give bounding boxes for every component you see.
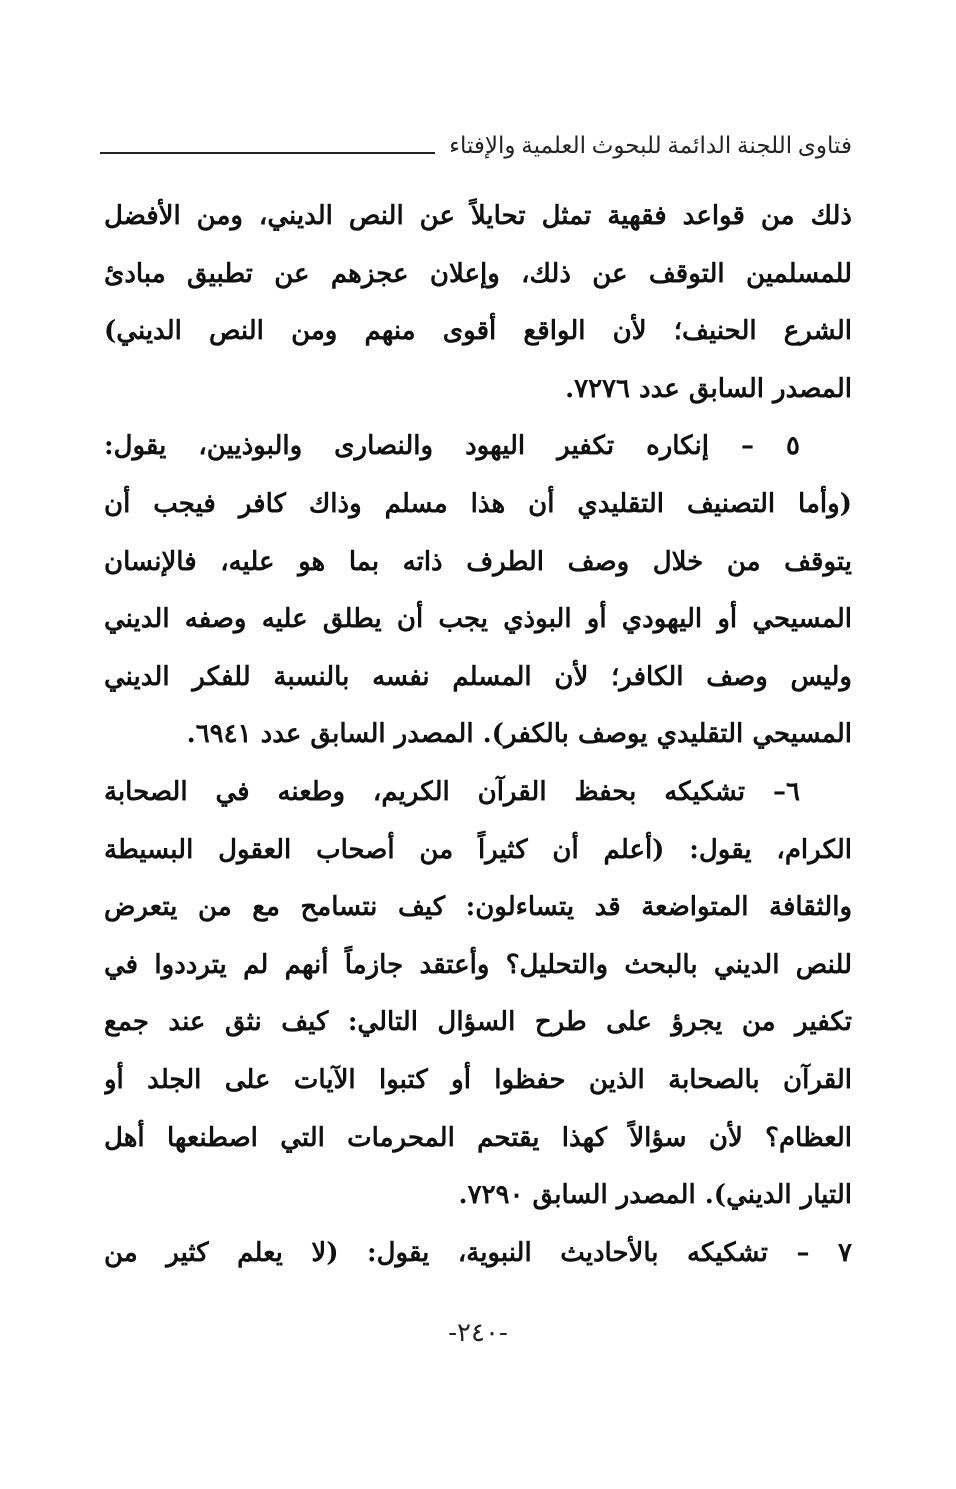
- text-line: ٥ – إنكاره تكفير اليهود والنصارى والبوذيين، يقول:: [104, 431, 800, 462]
- text-line: الشرع الحنيف؛ لأن الواقع أقوى منهم ومن النص الديني): [104, 316, 852, 347]
- text-line: التيار الديني). المصدر السابق ٧٢٩٠.: [458, 1180, 852, 1211]
- text-line: والثقافة المتواضعة قد يتساءلون: كيف نتسامح مع من يتعرض: [104, 892, 852, 923]
- text-line: المصدر السابق عدد ٧٢٧٦.: [565, 373, 852, 404]
- text-line: يتوقف من خلال وصف الطرف ذاته بما هو عليه، فالإنسان: [104, 546, 852, 577]
- text-line: للنص الديني بالبحث والتحليل؟ وأعتقد جازماً أنهم لم يترددوا في: [104, 949, 852, 980]
- text-line: ذلك من قواعد فقهية تمثل تحايلاً عن النص الديني، ومن الأفضل: [104, 201, 852, 231]
- text-line: وليس وصف الكافر؛ لأن المسلم نفسه بالنسبة للفكر الديني: [104, 661, 852, 692]
- text-line: ٦– تشكيكه بحفظ القرآن الكريم، وطعنه في الصحابة: [104, 776, 800, 807]
- text-line: تكفير من يجرؤ على طرح السؤال التالي: كيف نثق عند جمع: [104, 1007, 852, 1038]
- body-text: [104, 188, 852, 1282]
- text-line: (وأما التصنيف التقليدي أن هذا مسلم وذاك كافر فيجب أن: [104, 488, 852, 519]
- text-line: المسيحي التقليدي يوصف بالكفر). المصدر السابق عدد ٦٩٤١.: [186, 719, 852, 750]
- text-line: للمسلمين التوقف عن ذلك، وإعلان عجزهم عن تطبيق مبادئ: [104, 258, 852, 289]
- text-line: المسيحي أو اليهودي أو البوذي يجب أن يطلق عليه وصفه الديني: [104, 604, 852, 635]
- header-rule: [100, 152, 435, 154]
- header-title: فتاوى اللجنة الدائمة للبحوث العلمية والإفتاء: [449, 133, 852, 158]
- text-line: العظام؟ لأن سؤالاً كهذا يقتحم المحرمات التي اصطنعها أهل: [104, 1122, 852, 1153]
- page-number: -٢٤٠-: [448, 1318, 508, 1348]
- text-line: الكرام، يقول: (أعلم أن كثيراً من أصحاب العقول البسيطة: [104, 834, 852, 865]
- text-line: القرآن بالصحابة الذين حفظوا أو كتبوا الآيات على الجلد أو: [104, 1064, 852, 1095]
- running-header: [100, 126, 852, 166]
- text-line: ٧ – تشكيكه بالأحاديث النبوية، يقول: (لا يعلم كثير من: [104, 1237, 852, 1268]
